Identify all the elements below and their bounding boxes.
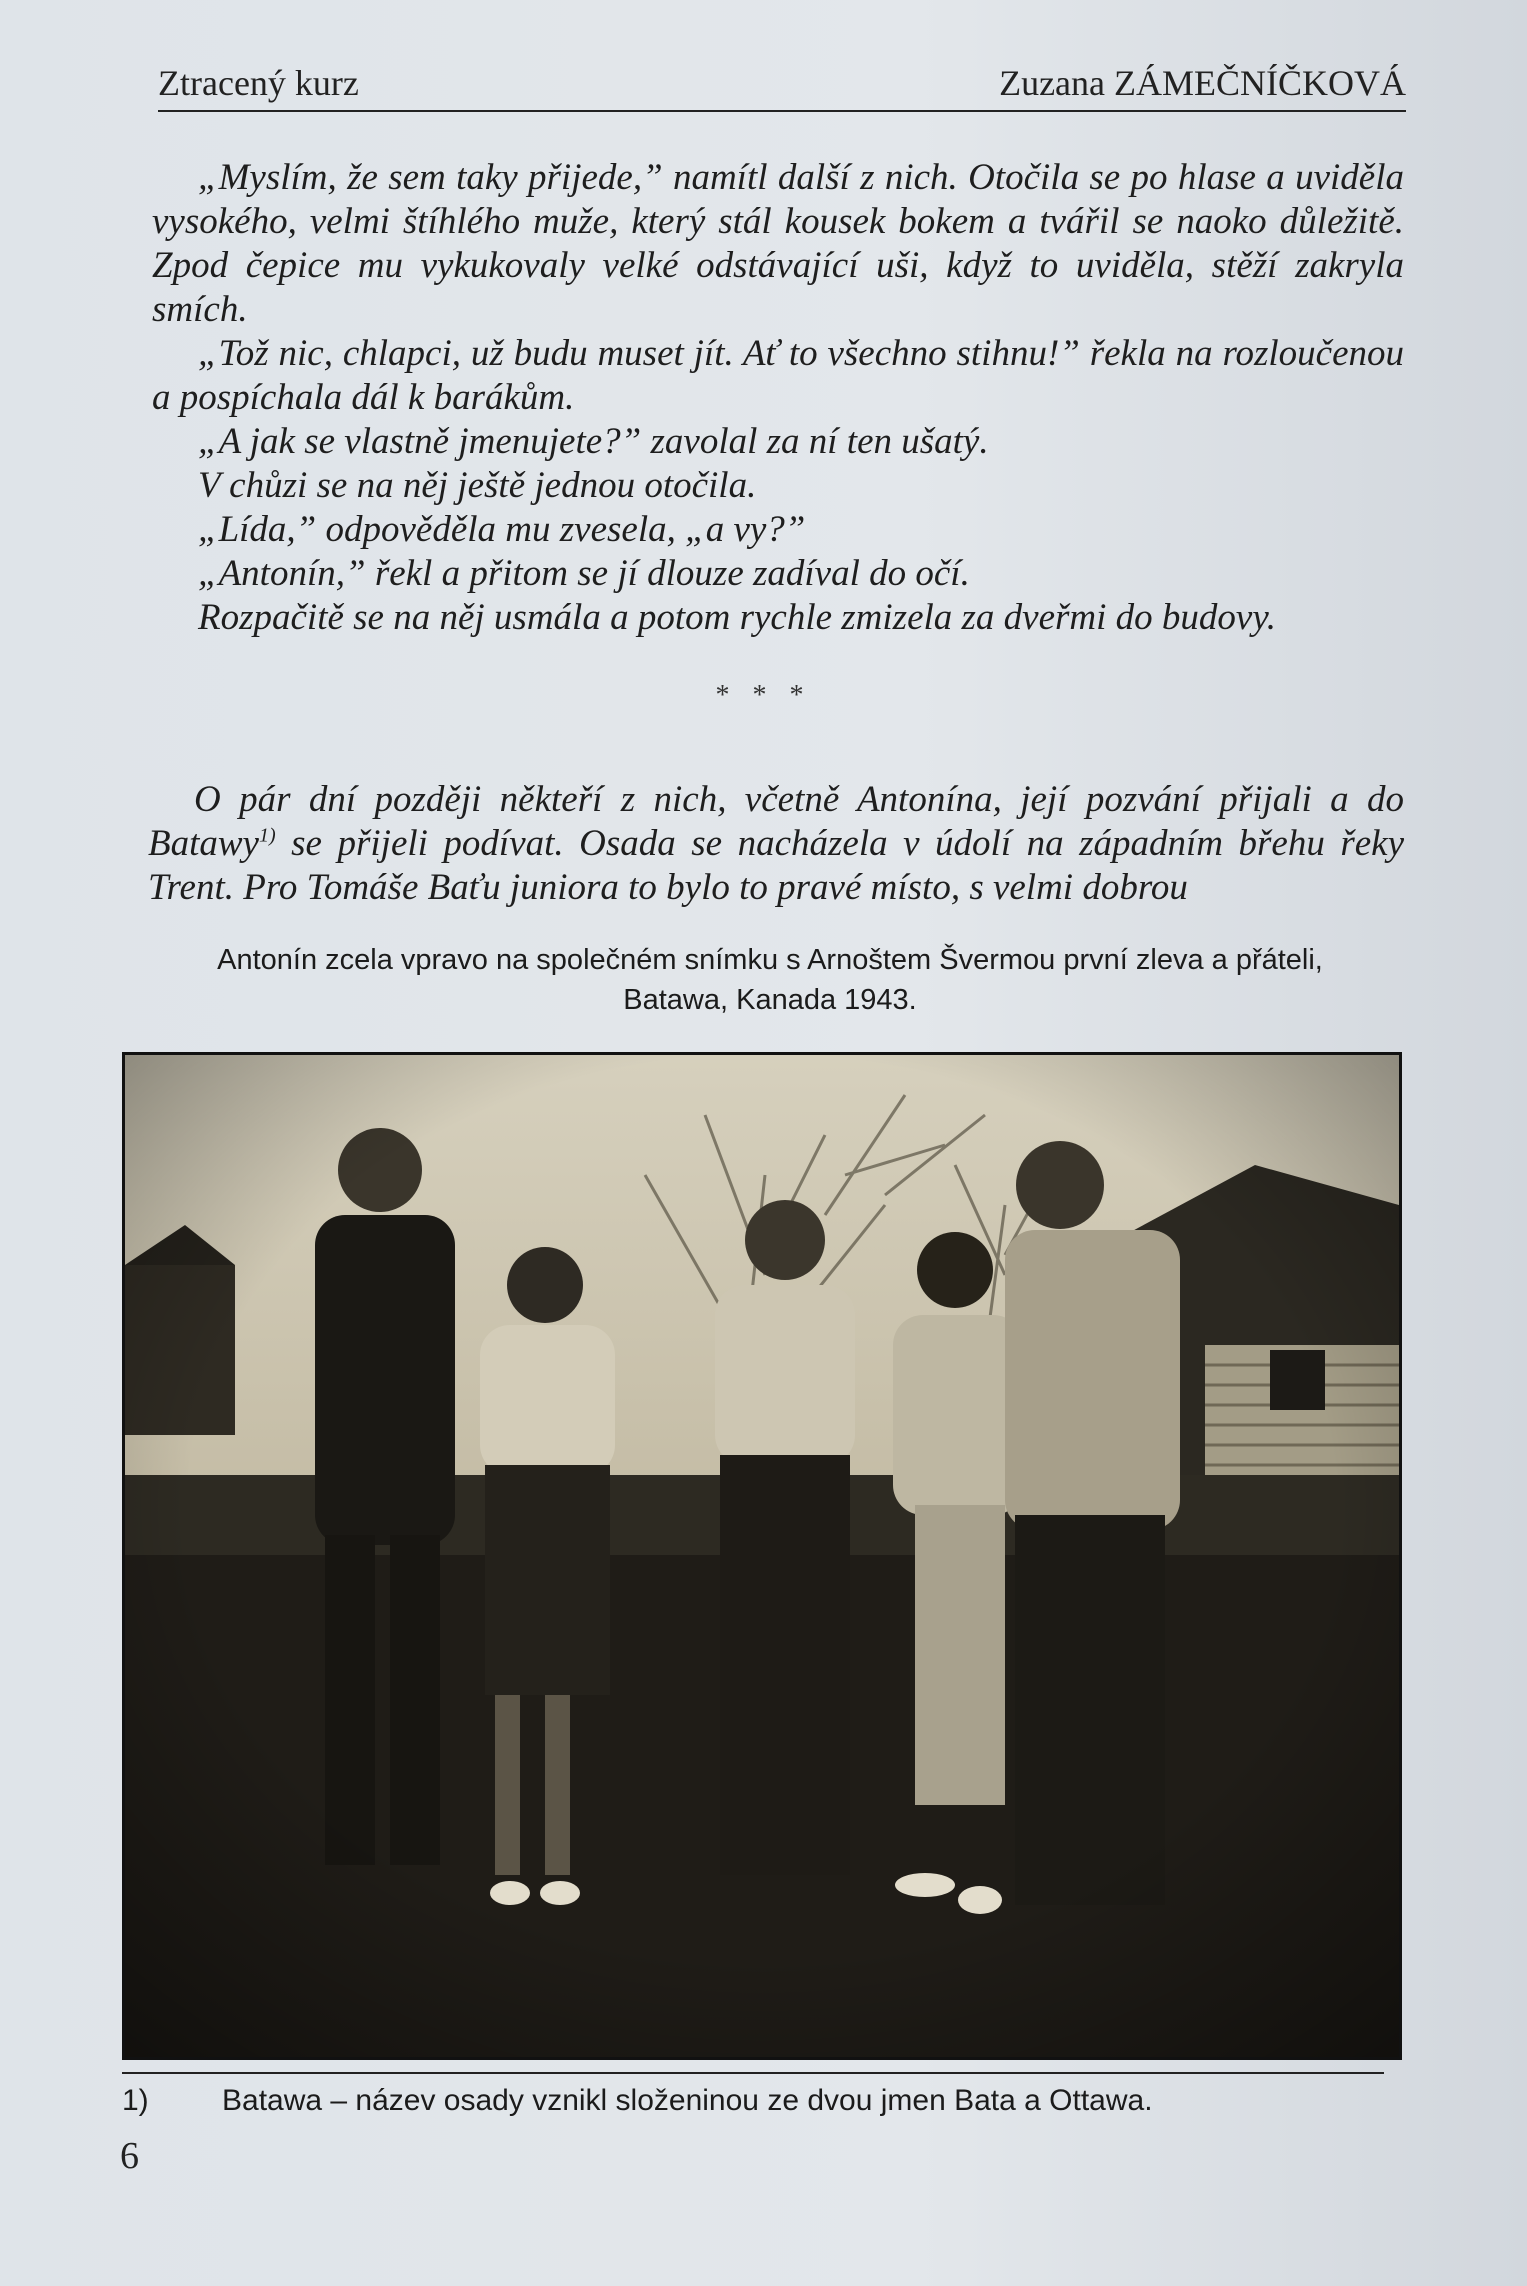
section-separator: * * * <box>715 680 812 711</box>
group-photograph <box>122 1052 1402 2060</box>
paragraph-text: se přijeli podívat. Osada se nacházela v údolí na západním břehu řeky Trent. Pro Tomáše Baťu juniora to bylo to pravé místo, s velmi dobrou <box>148 823 1404 908</box>
caption-line: Batawa, Kanada 1943. <box>623 984 917 1016</box>
footnote-text: Batawa – název osady vznikl složeninou ze dvou jmen Bata a Ottawa. <box>222 2084 1153 2117</box>
footnote-ref: 1) <box>258 824 276 847</box>
footnote-rule <box>122 2072 1384 2074</box>
footnote-number: 1) <box>122 2084 149 2117</box>
paragraph: „Myslím, že sem taky přijede,” namítl další z nich. Otočila se po hlase a uviděla vysokého, velmi štíhlého muže, který stál kousek bokem a tvářil se naoko důležitě. Zpod čepice mu vykukovaly velké odstávající uši, když to uviděla, stěží zakryla smích. <box>152 157 1404 330</box>
body-text-block-2 <box>148 778 1404 910</box>
paragraph: V chůzi se na něj ještě jednou otočila. <box>198 465 757 506</box>
body-text-block <box>152 156 1404 640</box>
paragraph: „Lída,” odpověděla mu zvesela, „a vy?” <box>198 509 806 550</box>
paragraph: Rozpačitě se na něj usmála a potom rychle zmizela za dveřmi do budovy. <box>198 597 1276 638</box>
paragraph-text: O pár dní později někteří z nich, včetně Antonína, její pozvání přijali a do Batawy <box>148 779 1404 864</box>
book-title: Ztracený kurz <box>158 63 359 103</box>
caption-line: Antonín zcela vpravo na společném snímku s Arnoštem Švermou první zleva a přáteli, <box>217 944 1323 976</box>
paragraph: „A jak se vlastně jmenujete?” zavolal za ní ten ušatý. <box>198 421 989 462</box>
paragraph: „Tož nic, chlapci, už budu muset jít. Ať to všechno stihnu!” řekla na rozloučenou a pospíchala dál k barákům. <box>152 333 1404 418</box>
author-name: Zuzana ZÁMEČNÍČKOVÁ <box>999 63 1406 103</box>
running-header <box>158 58 1406 112</box>
page-number: 6 <box>120 2135 139 2177</box>
photo-image <box>125 1055 1399 2057</box>
paragraph: „Antonín,” řekl a přitom se jí dlouze zadíval do očí. <box>198 553 970 594</box>
paragraph <box>148 778 1404 910</box>
photo-caption <box>120 940 1420 1020</box>
